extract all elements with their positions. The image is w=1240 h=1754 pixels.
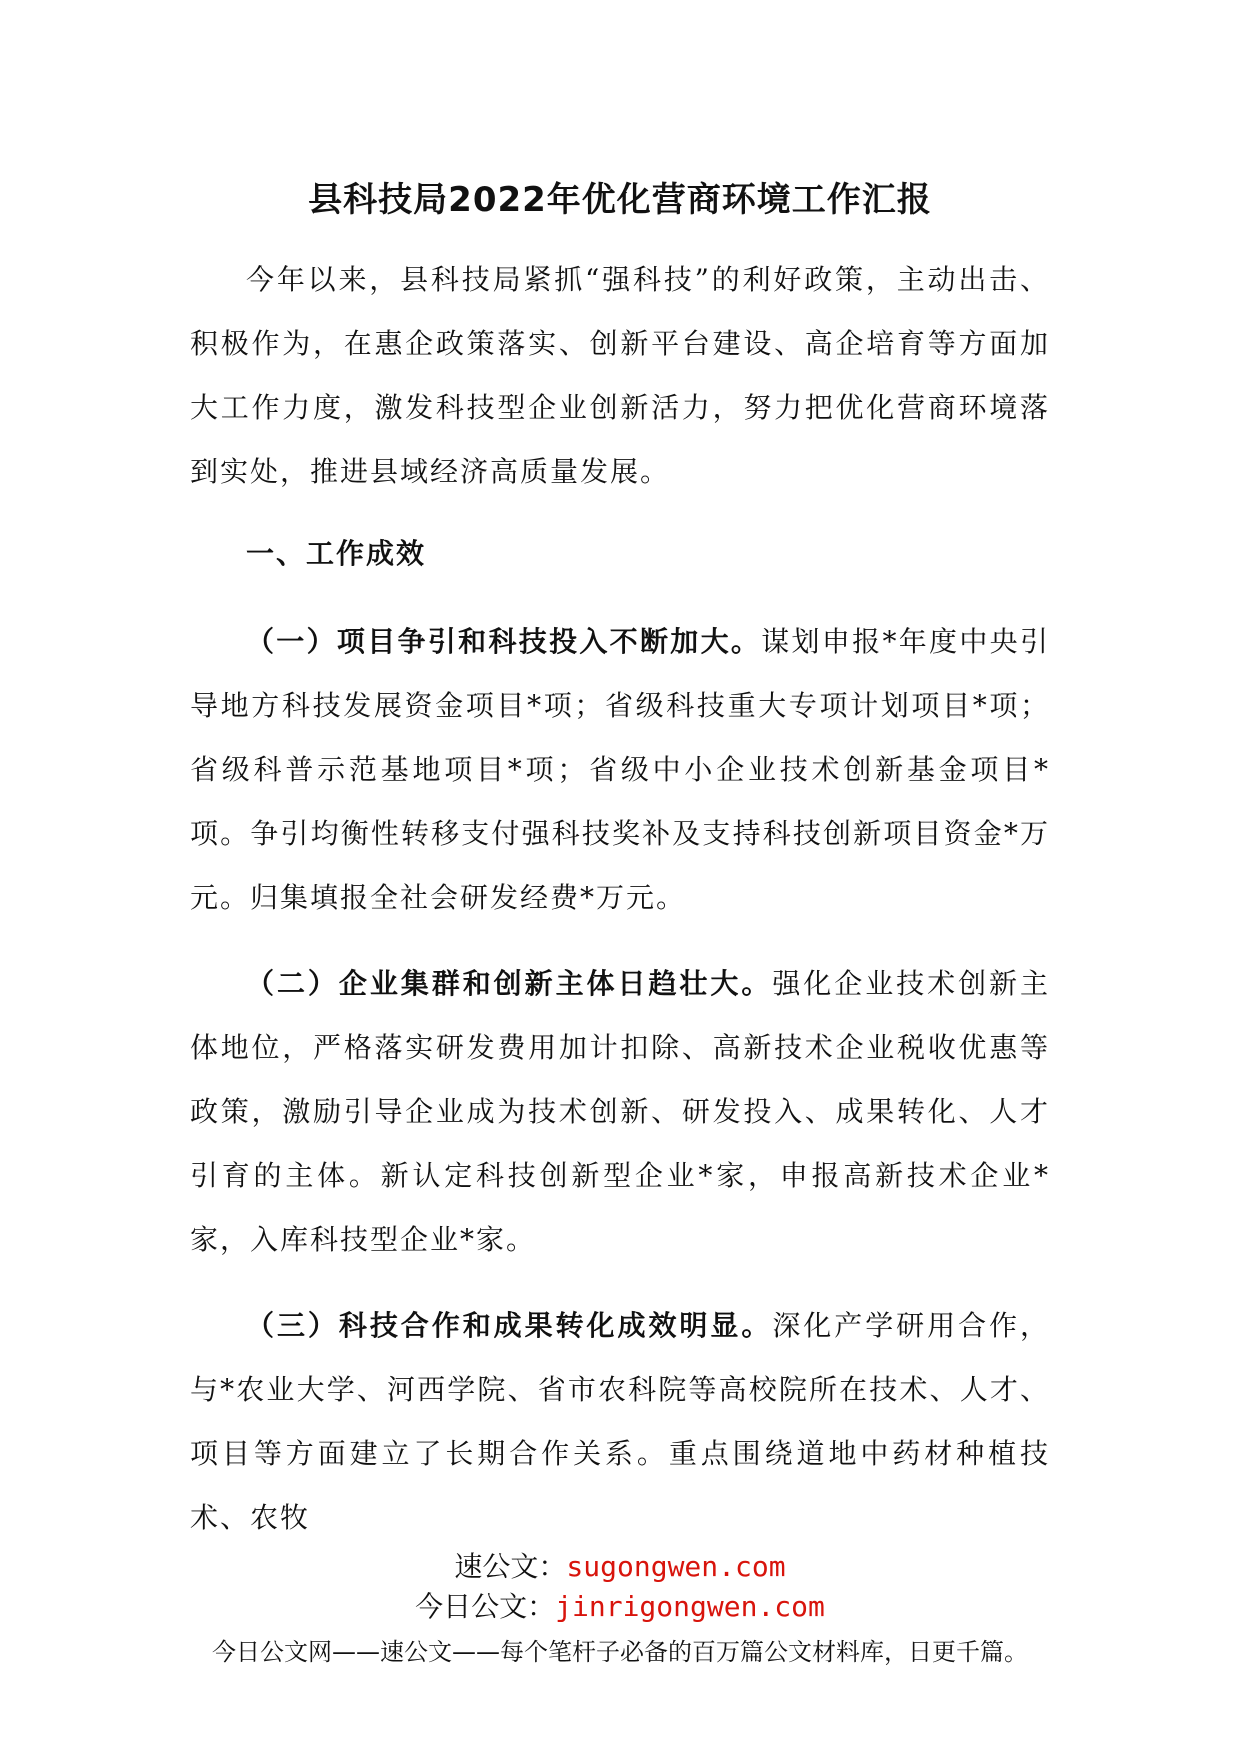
footer-label: 今日公文：: [415, 1590, 556, 1623]
item-text: 深化产学研用合作，与*农业大学、河西学院、省市农科院等高校院所在技术、人才、项目等方面建立了长期合作关系。重点围绕道地中药材种植技术、农牧: [190, 1309, 1050, 1534]
item-text: 强化企业技术创新主体地位，严格落实研发费用加计扣除、高新技术企业税收优惠等政策，激励引导企业成为技术创新、研发投入、成果转化、人才引育的主体。新认定科技创新型企业*家，申报高新技术企业*家，入库科技型企业*家。: [190, 967, 1050, 1256]
footer-line-1: [0, 1545, 1240, 1585]
item-lead: （三）科技合作和成果转化成效明显。: [246, 1309, 773, 1342]
paragraph-item-1: [190, 610, 1050, 930]
section-heading: 一、工作成效: [246, 537, 427, 570]
item-lead: （一）项目争引和科技投入不断加大。: [246, 625, 762, 658]
item-lead: （二）企业集群和创新主体日趋壮大。: [246, 967, 773, 1000]
footer-label: 速公文：: [454, 1550, 567, 1583]
paragraph-item-3: [190, 1294, 1050, 1550]
document-title: 县科技局2022年优化营商环境工作汇报: [308, 180, 932, 220]
intro-paragraph: 今年以来，县科技局紧抓“强科技”的利好政策，主动出击、积极作为，在惠企政策落实、创新平台建设、高企培育等方面加大工作力度，激发科技型企业创新活力，努力把优化营商环境落到实处，推进县域经济高质量发展。: [190, 263, 1050, 488]
footer-tagline: 今日公文网——速公文——每个笔杆子必备的百万篇公文材料库，日更千篇。: [212, 1638, 1028, 1666]
item-text: 谋划申报*年度中央引导地方科技发展资金项目*项；省级科技重大专项计划项目*项；省级科普示范基地项目*项；省级中小企业技术创新基金项目*项。争引均衡性转移支付强科技奖补及支持科技创新项目资金*万元。归集填报全社会研发经费*万元。: [190, 625, 1050, 914]
footer-line-2: [0, 1585, 1240, 1625]
footer-link-sugongwen[interactable]: sugongwen.com: [566, 1550, 786, 1583]
footer-link-jinrigongwen[interactable]: jinrigongwen.com: [555, 1590, 825, 1623]
paragraph-item-2: [190, 952, 1050, 1272]
